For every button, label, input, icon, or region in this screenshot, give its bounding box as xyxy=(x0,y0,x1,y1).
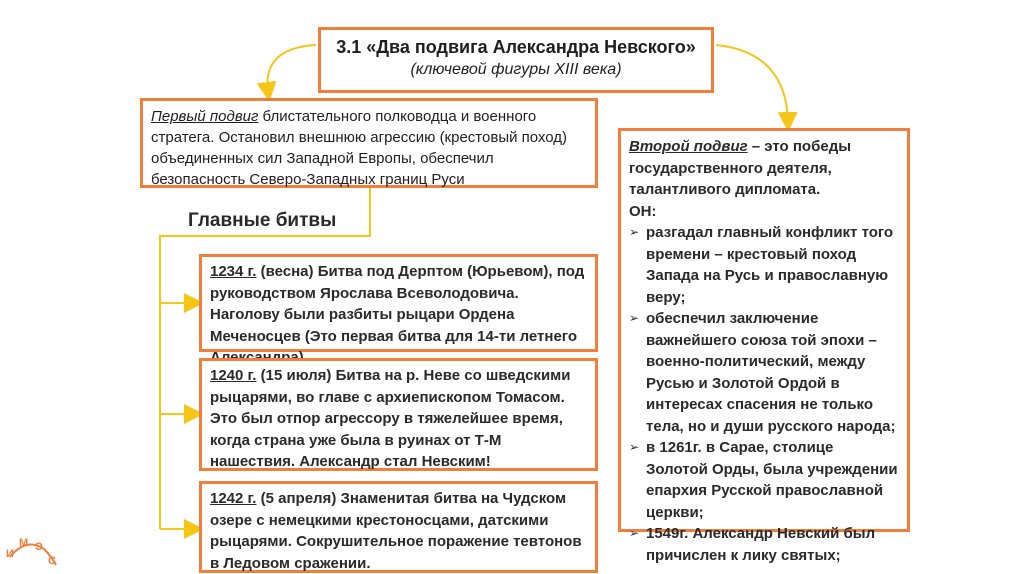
second-feat-box xyxy=(618,128,910,564)
list-item: ➢ обеспечил заключение важнейшего союза той эпохи – военно-политический, между Русью и Золотой Ордой в интересах спасения не только тела, но и души русского народа; xyxy=(629,310,896,435)
battle-year: 1240 г. xyxy=(210,367,257,384)
arrow-bullet-icon: ➢ xyxy=(629,225,640,239)
battle-year: 1242 г. xyxy=(210,490,257,507)
second-feat-list xyxy=(629,222,899,566)
second-feat-label: Второй подвиг xyxy=(629,138,748,155)
list-item: ➢ 1549г. Александр Невский был причислен к лику святых; xyxy=(629,525,876,564)
logo-letter: С xyxy=(48,555,56,567)
battle-text: (5 апреля) Знаменитая битва на Чудском озере с немецкими крестоносцами, датскими рыцарями. Сокрушительное поражение тевтонов в Ледовом сражении. xyxy=(210,490,582,572)
battle-text: (весна) Битва под Дерптом (Юрьевом), под руководством Ярослава Всеволодовича. Наголову были разбиты рыцари Ордена Меченосцев (Это первая битва для 14-ти летнего xyxy=(210,263,585,345)
battle-text: (15 июля) Битва на р. Неве со шведскими рыцарями, во главе с архиепископом Томасом. Это был отпор агрессору в тяжелейшее время, когда страна уже была в руинах от Т-М нашествия. Александр стал Невским! xyxy=(210,367,571,470)
title-box xyxy=(318,27,714,93)
curved-arrow-right xyxy=(716,45,788,122)
list-item: ➢ в 1261г. в Сарае, столице Золотой Орды, была учреждении епархия Русской православной церкви; xyxy=(629,439,898,521)
logo-letter: М xyxy=(19,537,29,549)
curved-arrow-left xyxy=(267,45,316,92)
logo-letter: И xyxy=(6,548,14,560)
first-feat-text: блистательного полководца и военного стратега. Остановил внешнюю агрессию (крестовый поход) объединенных сил Западной Европы, обеспечил безопасность Северо-Западных границ Руси xyxy=(151,108,568,188)
first-feat-label: Первый подвиг xyxy=(151,108,259,125)
battle-box-1240 xyxy=(199,358,598,471)
battle-box-1234 xyxy=(199,254,598,352)
arrow-bullet-icon: ➢ xyxy=(629,526,640,540)
first-feat-box xyxy=(140,98,598,188)
battles-heading: Главные битвы xyxy=(188,210,337,231)
logo xyxy=(4,535,64,571)
list-item: ➢ разгадал главный конфликт того времени – крестовый поход Запада на Русь и православную веру; xyxy=(629,224,894,306)
logo-letter: Э xyxy=(35,541,43,553)
battle-year: 1234 г. xyxy=(210,263,257,280)
page-subtitle: (ключевой фигуры XIII века) xyxy=(410,61,622,78)
battle-box-1242 xyxy=(199,481,598,573)
arrow-bullet-icon: ➢ xyxy=(629,311,640,325)
second-feat-text: – это победы государственного деятеля, талантливого дипломата. xyxy=(629,138,852,198)
page-title: 3.1 «Два подвига Александра Невского» xyxy=(336,37,696,57)
arrow-bullet-icon: ➢ xyxy=(629,440,640,454)
second-feat-he: ОН: xyxy=(629,202,657,220)
